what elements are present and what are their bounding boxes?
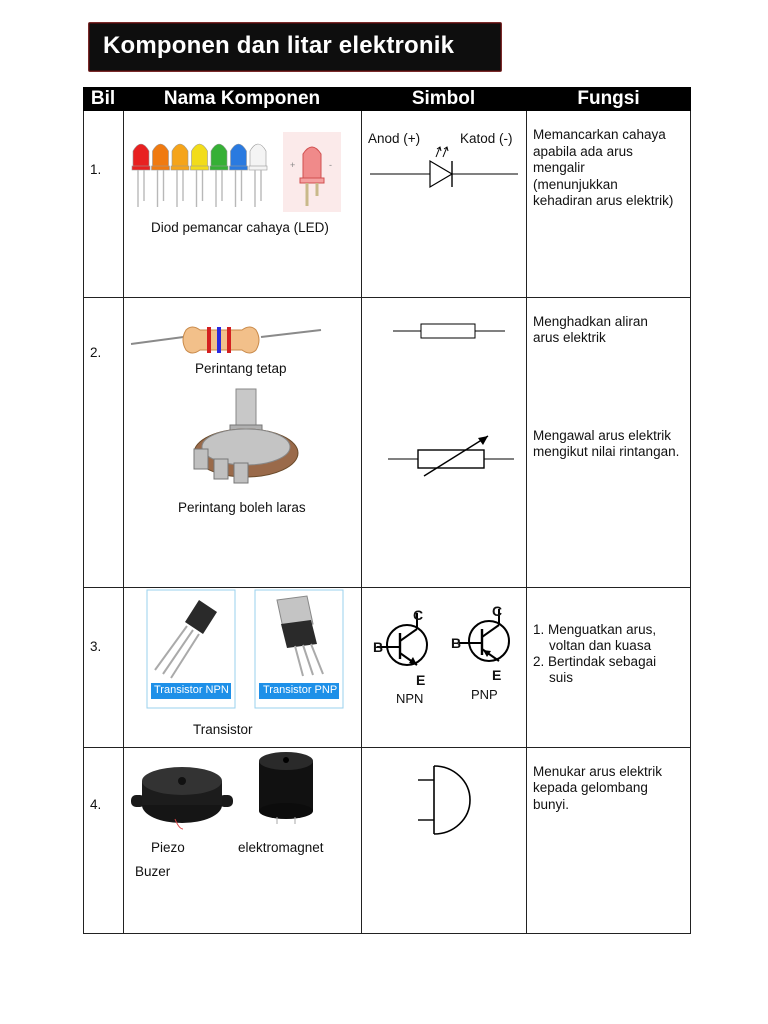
cathode-label: Katod (-) — [460, 131, 513, 146]
fixed-resistor-label: Perintang tetap — [195, 361, 287, 376]
row-number: 4. — [90, 797, 102, 812]
npn-c-label: C — [413, 607, 424, 623]
led-array-image — [131, 139, 271, 209]
buzzer-symbol — [416, 762, 476, 838]
led-body — [153, 144, 169, 167]
led-rim — [230, 166, 248, 170]
led-body — [133, 144, 149, 167]
svg-text:-: - — [329, 160, 332, 170]
fungsi-text-4c: bunyi. — [533, 797, 570, 812]
fungsi-text-1c: mengalir — [533, 160, 585, 175]
electromagnetic-buzzer-image — [255, 747, 317, 825]
grid-line — [526, 111, 527, 934]
fungsi-text-2d: mengikut nilai rintangan. — [533, 444, 680, 459]
row-number: 3. — [90, 639, 102, 654]
grid-line — [83, 111, 84, 934]
anode-label: Anod (+) — [368, 131, 421, 146]
pnp-c-label: C — [492, 603, 503, 619]
pnp-b-label: B — [451, 635, 462, 651]
piezo-label: Piezo — [151, 840, 185, 855]
led-label: Diod pemancar cahaya (LED) — [151, 220, 329, 235]
pnp-symbol — [455, 601, 525, 683]
header-nama: Nama Komponen — [123, 87, 361, 111]
fungsi-text-1d: (menunjukkan — [533, 177, 618, 192]
led-body — [211, 144, 227, 167]
fixed-resistor-image — [131, 320, 326, 360]
fungsi-text-3a: 1. Menguatkan arus, — [533, 622, 657, 637]
fixed-resistor-symbol — [393, 320, 505, 342]
led-single-image — [283, 132, 341, 212]
svg-text:+: + — [290, 160, 296, 170]
led-rim — [191, 166, 209, 170]
fungsi-text-2a: Menghadkan aliran — [533, 314, 648, 329]
npn-b-label: B — [373, 639, 384, 655]
led-body — [250, 144, 266, 167]
row-number: 1. — [90, 162, 102, 177]
npn-symbol — [373, 605, 443, 687]
electromagnet-label: elektromagnet — [238, 840, 324, 855]
grid-line — [83, 297, 691, 298]
header-bil: Bil — [83, 87, 123, 111]
grid-line — [83, 933, 691, 934]
grid-line — [83, 747, 691, 748]
fungsi-text-2b: arus elektrik — [533, 330, 606, 345]
fungsi-text-3d: suis — [549, 670, 574, 685]
header-fungsi: Fungsi — [526, 87, 691, 111]
header-simbol: Simbol — [361, 87, 526, 111]
buzzer-label: Buzer — [135, 864, 171, 879]
grid-line — [690, 111, 691, 934]
piezo-buzzer-image — [131, 759, 233, 831]
led-body — [192, 144, 208, 167]
components-table — [83, 87, 691, 934]
fungsi-text-4a: Menukar arus elektrik — [533, 764, 663, 779]
fungsi-text-1a: Memancarkan cahaya — [533, 127, 666, 142]
fungsi-text-1b: apabila ada arus — [533, 144, 633, 159]
caption-npn: Transistor NPN — [154, 684, 229, 696]
led-rim — [152, 166, 170, 170]
transistor-label: Transistor — [193, 722, 253, 737]
variable-resistor-image — [188, 389, 303, 489]
variable-resistor-label: Perintang boleh laras — [178, 500, 306, 515]
caption-pnp: Transistor PNP — [263, 684, 338, 696]
led-rim — [171, 166, 189, 170]
fungsi-text-3c: 2. Bertindak sebagai — [533, 654, 657, 669]
variable-resistor-symbol — [388, 432, 516, 478]
page-title: Komponen dan litar elektronik — [103, 32, 455, 59]
npn-label: NPN — [396, 691, 424, 706]
title-banner — [88, 22, 502, 72]
led-symbol — [370, 145, 520, 193]
row-number: 2. — [90, 345, 102, 360]
fungsi-text-4b: kepada gelombang — [533, 780, 648, 795]
fungsi-text-3b: voltan dan kuasa — [549, 638, 652, 653]
led-rim — [132, 166, 150, 170]
led-rim — [249, 166, 267, 170]
grid-line — [123, 111, 124, 934]
pnp-e-label: E — [492, 667, 502, 683]
grid-line — [83, 587, 691, 588]
npn-e-label: E — [416, 672, 426, 688]
led-rim — [210, 166, 228, 170]
grid-line — [361, 111, 362, 934]
led-body — [231, 144, 247, 167]
led-body — [172, 144, 188, 167]
fungsi-text-1e: kehadiran arus elektrik) — [533, 193, 674, 208]
fungsi-text-2c: Mengawal arus elektrik — [533, 428, 672, 443]
pnp-label: PNP — [471, 687, 498, 702]
